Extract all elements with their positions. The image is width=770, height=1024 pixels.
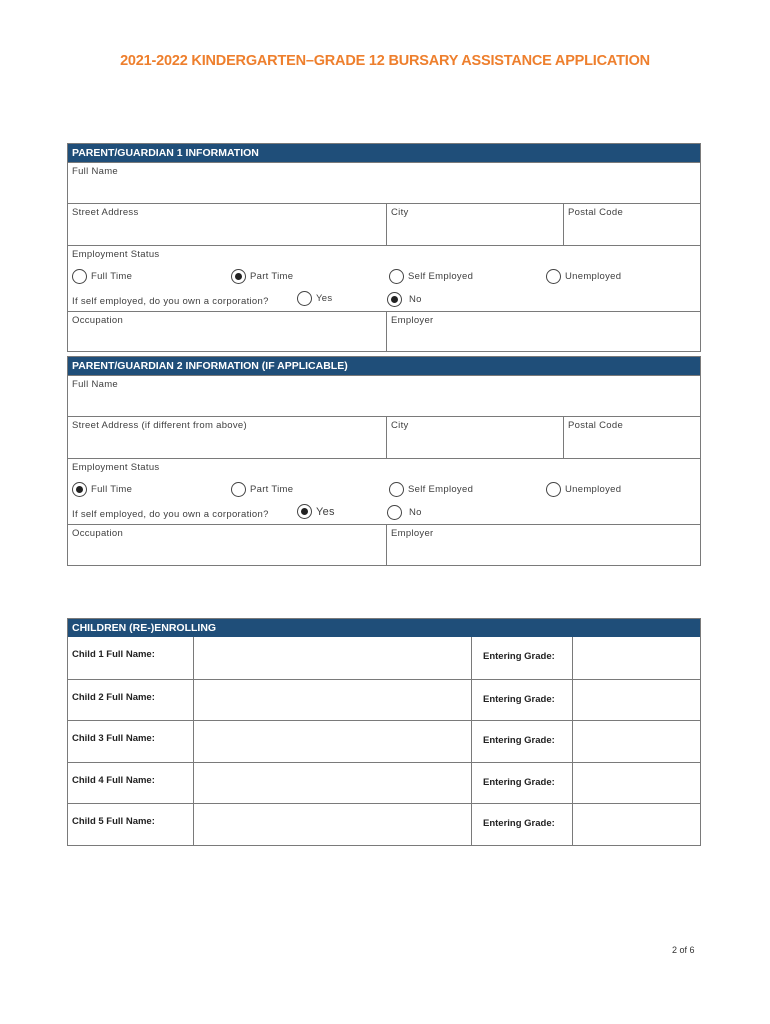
parent1-occupation-field[interactable]	[68, 312, 386, 351]
child-name-label: Child 5 Full Name:	[72, 816, 155, 828]
parent1-postal-field[interactable]	[563, 204, 700, 245]
parent2-heading: PARENT/GUARDIAN 2 INFORMATION (IF APPLICABLE)	[68, 357, 700, 375]
child-name-label-cell	[68, 721, 193, 762]
parent2-occupation-field[interactable]	[68, 525, 386, 565]
parent2-section	[67, 356, 701, 566]
child-name-label-cell	[68, 763, 193, 804]
parent1-radio-self-employed[interactable]: Self Employed	[389, 269, 473, 284]
entering-grade-label: Entering Grade:	[483, 693, 555, 705]
form-title: 2021-2022 KINDERGARTEN–GRADE 12 BURSARY ASSISTANCE APPLICATION	[120, 53, 650, 69]
parent2-radio-part-time[interactable]: Part Time	[231, 482, 293, 497]
employer-label: Employer	[391, 528, 434, 539]
child-row	[68, 720, 700, 762]
entering-grade-label: Entering Grade:	[483, 735, 555, 747]
parent2-employer-field[interactable]	[386, 525, 700, 565]
parent2-city-field[interactable]	[386, 417, 563, 458]
child-row	[68, 803, 700, 845]
child-name-label: Child 1 Full Name:	[72, 649, 155, 660]
child-name-label-cell	[68, 680, 193, 721]
parent1-radio-unemployed[interactable]: Unemployed	[546, 269, 621, 284]
parent1-city-field[interactable]	[386, 204, 563, 245]
occupation-label: Occupation	[72, 315, 124, 326]
street-label: Street Address	[72, 207, 139, 218]
parent2-postal-field[interactable]	[563, 417, 700, 458]
child-name-label-cell	[68, 637, 193, 679]
child-name-input[interactable]	[193, 804, 471, 845]
parent1-heading: PARENT/GUARDIAN 1 INFORMATION	[68, 144, 700, 162]
entering-grade-input[interactable]	[572, 763, 700, 804]
entering-grade-label: Entering Grade:	[483, 651, 555, 662]
radio-unchecked-icon	[72, 269, 87, 284]
child-row	[68, 679, 700, 721]
parent1-section	[67, 143, 701, 352]
radio-unchecked-icon	[389, 482, 404, 497]
entering-grade-label-cell	[471, 804, 572, 845]
child-row	[68, 637, 700, 679]
child-name-input[interactable]	[193, 763, 471, 804]
parent2-full-name-field[interactable]	[68, 375, 700, 416]
full-name-label: Full Name	[72, 379, 118, 390]
child-name-label: Child 4 Full Name:	[72, 774, 155, 786]
postal-label: Postal Code	[568, 207, 624, 218]
radio-checked-icon	[297, 504, 312, 519]
city-label: City	[391, 420, 409, 431]
radio-unchecked-icon	[546, 269, 561, 284]
entering-grade-label-cell	[471, 721, 572, 762]
entering-grade-label: Entering Grade:	[483, 776, 555, 788]
radio-unchecked-icon	[546, 482, 561, 497]
parent1-radio-corp-no[interactable]: No	[387, 292, 422, 307]
radio-unchecked-icon	[387, 505, 402, 520]
full-name-label: Full Name	[72, 166, 118, 177]
children-heading: CHILDREN (RE-)ENROLLING	[68, 619, 700, 637]
entering-grade-input[interactable]	[572, 721, 700, 762]
children-section	[67, 618, 701, 846]
parent2-radio-full-time[interactable]: Full Time	[72, 482, 132, 497]
city-label: City	[391, 207, 409, 218]
entering-grade-input[interactable]	[572, 680, 700, 721]
child-name-label-cell	[68, 804, 193, 845]
entering-grade-label-cell	[471, 763, 572, 804]
employment-status-label: Employment Status	[72, 249, 160, 260]
entering-grade-label-cell	[471, 637, 572, 679]
parent2-radio-unemployed[interactable]: Unemployed	[546, 482, 621, 497]
parent1-radio-full-time[interactable]: Full Time	[72, 269, 132, 284]
parent1-radio-corp-yes[interactable]: Yes	[297, 291, 332, 306]
radio-unchecked-icon	[389, 269, 404, 284]
occupation-label: Occupation	[72, 528, 124, 539]
radio-checked-icon	[231, 269, 246, 284]
child-name-label: Child 3 Full Name:	[72, 733, 155, 745]
child-name-input[interactable]	[193, 680, 471, 721]
entering-grade-label: Entering Grade:	[483, 818, 555, 830]
street-label: Street Address (if different from above)	[72, 420, 247, 431]
page-number: 2 of 6	[672, 945, 695, 955]
parent2-radio-corp-no[interactable]: No	[387, 505, 422, 520]
parent1-radio-part-time[interactable]: Part Time	[231, 269, 293, 284]
corp-question-label: If self employed, do you own a corporation?	[72, 296, 269, 307]
child-name-label: Child 2 Full Name:	[72, 691, 155, 703]
parent1-employer-field[interactable]	[386, 312, 700, 351]
entering-grade-input[interactable]	[572, 804, 700, 845]
employer-label: Employer	[391, 315, 434, 326]
child-name-input[interactable]	[193, 721, 471, 762]
child-name-input[interactable]	[193, 637, 471, 679]
entering-grade-label-cell	[471, 680, 572, 721]
postal-label: Postal Code	[568, 420, 624, 431]
parent1-street-field[interactable]	[68, 204, 386, 245]
parent2-street-field[interactable]	[68, 417, 386, 458]
corp-question-label: If self employed, do you own a corporation?	[72, 509, 269, 520]
radio-checked-icon	[72, 482, 87, 497]
parent1-full-name-field[interactable]	[68, 162, 700, 203]
radio-unchecked-icon	[297, 291, 312, 306]
entering-grade-input[interactable]	[572, 637, 700, 679]
radio-checked-icon	[387, 292, 402, 307]
employment-status-label: Employment Status	[72, 462, 160, 473]
parent2-radio-corp-yes[interactable]: Yes	[297, 504, 335, 519]
radio-unchecked-icon	[231, 482, 246, 497]
child-row	[68, 762, 700, 804]
parent2-radio-self-employed[interactable]: Self Employed	[389, 482, 473, 497]
